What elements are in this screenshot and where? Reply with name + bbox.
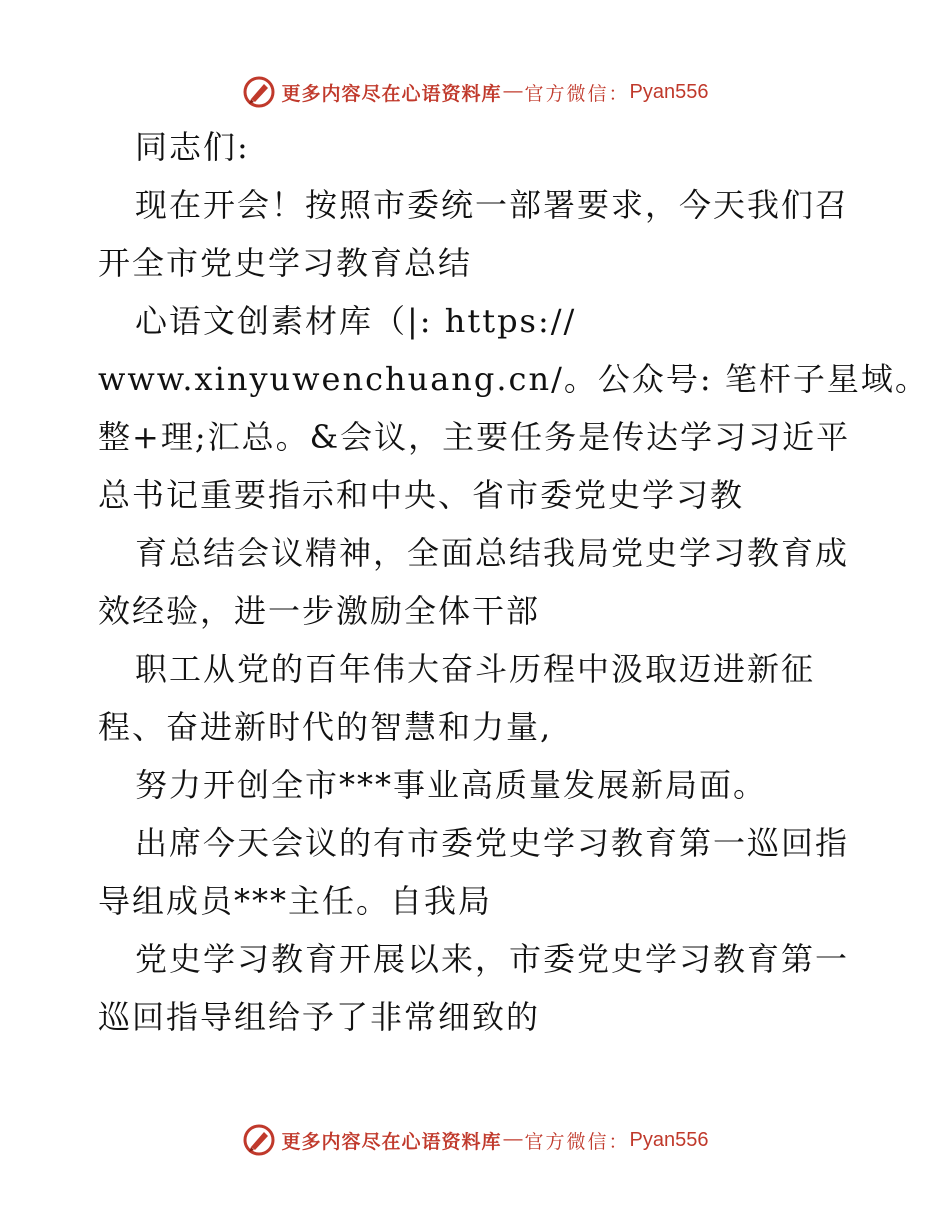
header-banner	[0, 72, 950, 112]
body-line: 心语文创素材库（|: https://	[135, 302, 577, 340]
body-line: 开全市党史学习教育总结	[98, 244, 473, 282]
body-line: 努力开创全市***事业高质量发展新局面。	[135, 766, 768, 804]
body-line: 总书记重要指示和中央、省市委党史学习教	[98, 476, 745, 514]
body-line: 现在开会！按照市委统一部署要求，今天我们召	[135, 186, 850, 224]
banner-wechat-label: 官方微信：	[524, 1130, 630, 1153]
body-line: 同志们:	[135, 128, 250, 166]
logo-icon	[242, 1123, 276, 1157]
body-line: 导组成员***主任。自我局	[98, 882, 493, 920]
body-line: www.xinyuwenchuang.cn/。公众号: 笔杆子星域。	[98, 360, 929, 398]
banner-separator: —	[503, 1129, 523, 1150]
banner-separator: —	[503, 81, 523, 102]
body-line: 程、奋进新时代的智慧和力量,	[98, 708, 553, 746]
body-line: 巡回指导组给予了非常细致的	[98, 998, 541, 1036]
body-line: 效经验，进一步激励全体干部	[98, 592, 541, 630]
logo-icon	[242, 75, 276, 109]
banner-wechat-id: Pyan556	[629, 1128, 709, 1151]
footer-banner	[0, 1120, 950, 1160]
banner-title: 更多内容尽在心语资料库	[281, 1130, 502, 1153]
body-line: 整+理;汇总。&会议，主要任务是传达学习习近平	[98, 418, 851, 456]
body-line: 职工从党的百年伟大奋斗历程中汲取迈进新征	[135, 650, 816, 688]
banner-wechat-label: 官方微信：	[524, 82, 630, 105]
document-body	[98, 118, 929, 1046]
body-line: 党史学习教育开展以来，市委党史学习教育第一	[135, 940, 850, 978]
banner-title: 更多内容尽在心语资料库	[281, 82, 502, 105]
banner-wechat-id: Pyan556	[629, 80, 709, 103]
body-line: 出席今天会议的有市委党史学习教育第一巡回指	[135, 824, 850, 862]
body-line: 育总结会议精神，全面总结我局党史学习教育成	[135, 534, 850, 572]
